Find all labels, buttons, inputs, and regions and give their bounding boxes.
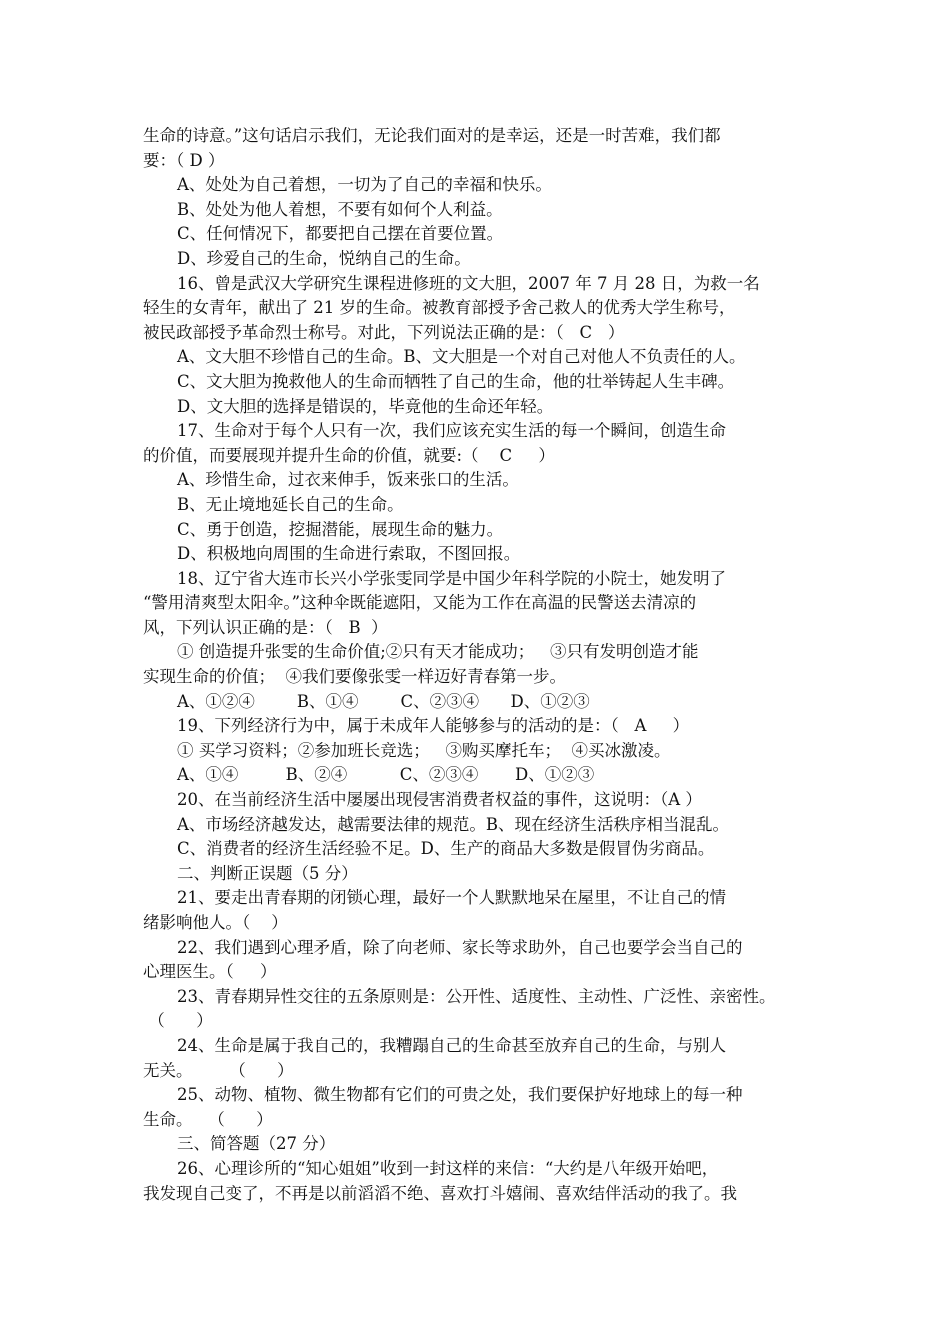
text-line: 生命。 （ ） [143, 1109, 273, 1129]
text-line: D、珍爱自己的生命，悦纳自己的生命。 [177, 248, 471, 268]
text-line: 被民政部授予革命烈士称号。对此，下列说法正确的是：（ C ） [143, 322, 625, 342]
text-line: 19、下列经济行为中，属于未成年人能够参与的活动的是：（ A ） [177, 716, 690, 736]
text-line: B、无止境地延长自己的生命。 [177, 494, 404, 514]
text-line: 17、生命对于每个人只有一次，我们应该充实生活的每一个瞬间，创造生命 [177, 421, 726, 441]
text-line: ① 创造提升张雯的生命价值;②只有天才能成功； ③只有发明创造才能 [177, 642, 699, 662]
text-line: 的价值，而要展现并提升生命的价值，就要:（ C ） [143, 445, 555, 465]
text-line: A、①②④ B、①④ C、②③④ D、①②③ [177, 691, 590, 711]
text-line: D、文大胆的选择是错误的，毕竟他的生命还年轻。 [177, 396, 554, 416]
text-line: 要：（ D ） [143, 150, 225, 170]
text-line: C、消费者的经济生活经验不足。D、生产的商品大多数是假冒伪劣商品。 [177, 839, 715, 859]
text-line: 心理医生。（ ） [143, 962, 277, 982]
text-line: C、文大胆为挽救他人的生命而牺牲了自己的生命，他的壮举铸起人生丰碑。 [177, 371, 735, 391]
text-line: （ ） [143, 1011, 213, 1031]
text-line: A、文大胆不珍惜自己的生命。B、文大胆是一个对自己对他人不负责任的人。 [177, 347, 746, 367]
text-line: 18、辽宁省大连市长兴小学张雯同学是中国少年科学院的小院士，她发明了 [177, 568, 726, 588]
text-line: 绪影响他人。（ ） [143, 913, 288, 932]
text-line: 我发现自己变了，不再是以前滔滔不绝、喜欢打斗嬉闹、喜欢结伴活动的我了。我 [143, 1183, 737, 1203]
text-line: 25、动物、植物、微生物都有它们的可贵之处，我们要保护好地球上的每一种 [177, 1085, 743, 1105]
text-line: 22、我们遇到心理矛盾，除了向老师、家长等求助外，自己也要学会当自己的 [177, 937, 743, 957]
text-line: “警用清爽型太阳伞。”这种伞既能遮阳，又能为工作在高温的民警送去清凉的 [143, 593, 697, 613]
document-body [143, 124, 823, 1206]
text-line: 20、在当前经济生活中屡屡出现侵害消费者权益的事件，这说明：（A ） [177, 790, 702, 810]
text-line: 二、判断正误题（5 分） [177, 863, 358, 883]
text-line: 16、曾是武汉大学研究生课程进修班的文大胆，2007 年 7 月 28 日，为救一名 [177, 273, 760, 293]
text-line: D、积极地向周围的生命进行索取，不图回报。 [177, 544, 521, 564]
text-line: 26、心理诊所的“知心姐姐”收到一封这样的来信：“大约是八年级开始吧， [177, 1158, 719, 1178]
text-line: A、①④ B、②④ C、②③④ D、①②③ [177, 765, 595, 785]
text-line: C、任何情况下，都要把自己摆在首要位置。 [177, 224, 504, 244]
text-line: 无关。 （ ） [143, 1060, 294, 1080]
text-line: 三、简答题（27 分） [177, 1134, 336, 1154]
text-line: 轻生的女青年，献出了 21 岁的生命。被教育部授予舍己救人的优秀大学生称号， [143, 298, 736, 318]
text-line: 21、要走出青春期的闭锁心理，最好一个人默默地呆在屋里，不让自己的情 [177, 888, 726, 908]
text-line: 生命的诗意。”这句话启示我们，无论我们面对的是幸运，还是一时苦难，我们都 [143, 126, 721, 145]
text-line: A、处处为自己着想，一切为了自己的幸福和快乐。 [177, 175, 552, 195]
text-line: ① 买学习资料；②参加班长竞选； ③购买摩托车； ④买冰激凌。 [177, 740, 671, 760]
text-line: B、处处为他人着想，不要有如何个人利益。 [177, 199, 503, 219]
text-line: 24、生命是属于我自己的，我糟蹋自己的生命甚至放弃自己的生命，与别人 [177, 1035, 726, 1055]
text-line: A、市场经济越发达，越需要法律的规范。B、现在经济生活秩序相当混乱。 [177, 814, 730, 834]
text-line: A、珍惜生命，过衣来伸手，饭来张口的生活。 [177, 470, 519, 490]
text-line: C、勇于创造，挖掘潜能，展现生命的魅力。 [177, 519, 504, 539]
text-line: 风，下列认识正确的是：（ B ） [143, 617, 388, 637]
text-line: 实现生命的价值； ④我们要像张雯一样迈好青春第一步。 [143, 667, 566, 687]
text-line: 23、青春期异性交往的五条原则是：公开性、适度性、主动性、广泛性、亲密性。 [177, 986, 776, 1006]
